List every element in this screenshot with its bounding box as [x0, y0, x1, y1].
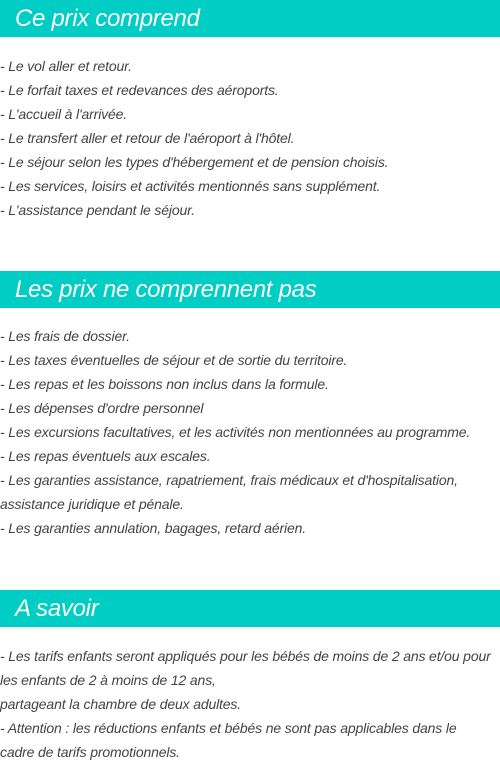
list-item: les enfants de 2 à moins de 12 ans, [0, 672, 216, 688]
list-item: - Le vol aller et retour. [0, 58, 132, 74]
included-list [0, 54, 500, 222]
not-included-list [0, 324, 500, 540]
list-item: - Les frais de dossier. [0, 328, 130, 344]
list-item: assistance juridique et pénale. [0, 496, 184, 512]
list-item: - L'assistance pendant le séjour. [0, 202, 195, 218]
list-item: - L'accueil à l'arrivée. [0, 106, 128, 122]
a-savoir-list [0, 644, 500, 764]
list-item: - Le séjour selon les types d'hébergement et de pension choisis. [0, 154, 389, 170]
section-title-prix-ne-comprennent-pas: Les prix ne comprennent pas [0, 271, 500, 308]
section-title-ce-prix-comprend: Ce prix comprend [0, 0, 500, 37]
list-item: - Les dépenses d'ordre personnel [0, 400, 204, 416]
list-item: - Le forfait taxes et redevances des aéroports. [0, 82, 279, 98]
list-item: - Attention : les réductions enfants et bébés ne sont pas applicables dans le [0, 720, 457, 736]
list-item: - Les excursions facultatives, et les activités non mentionnées au programme. [0, 424, 471, 440]
list-item: - Les garanties annulation, bagages, retard aérien. [0, 520, 307, 536]
list-item: - Les garanties assistance, rapatriement, frais médicaux et d'hospitalisation, [0, 472, 458, 488]
list-item: partageant la chambre de deux adultes. [0, 696, 242, 712]
list-item: - Les services, loisirs et activités mentionnés sans supplément. [0, 178, 381, 194]
list-item: cadre de tarifs promotionnels. [0, 744, 180, 760]
list-item: - Le transfert aller et retour de l'aéroport à l'hôtel. [0, 130, 295, 146]
section-title-a-savoir: A savoir [0, 590, 500, 627]
list-item: - Les taxes éventuelles de séjour et de sortie du territoire. [0, 352, 348, 368]
list-item: - Les repas et les boissons non inclus dans la formule. [0, 376, 329, 392]
list-item: - Les tarifs enfants seront appliqués pour les bébés de moins de 2 ans et/ou pour [0, 648, 491, 664]
list-item: - Les repas éventuels aux escales. [0, 448, 211, 464]
